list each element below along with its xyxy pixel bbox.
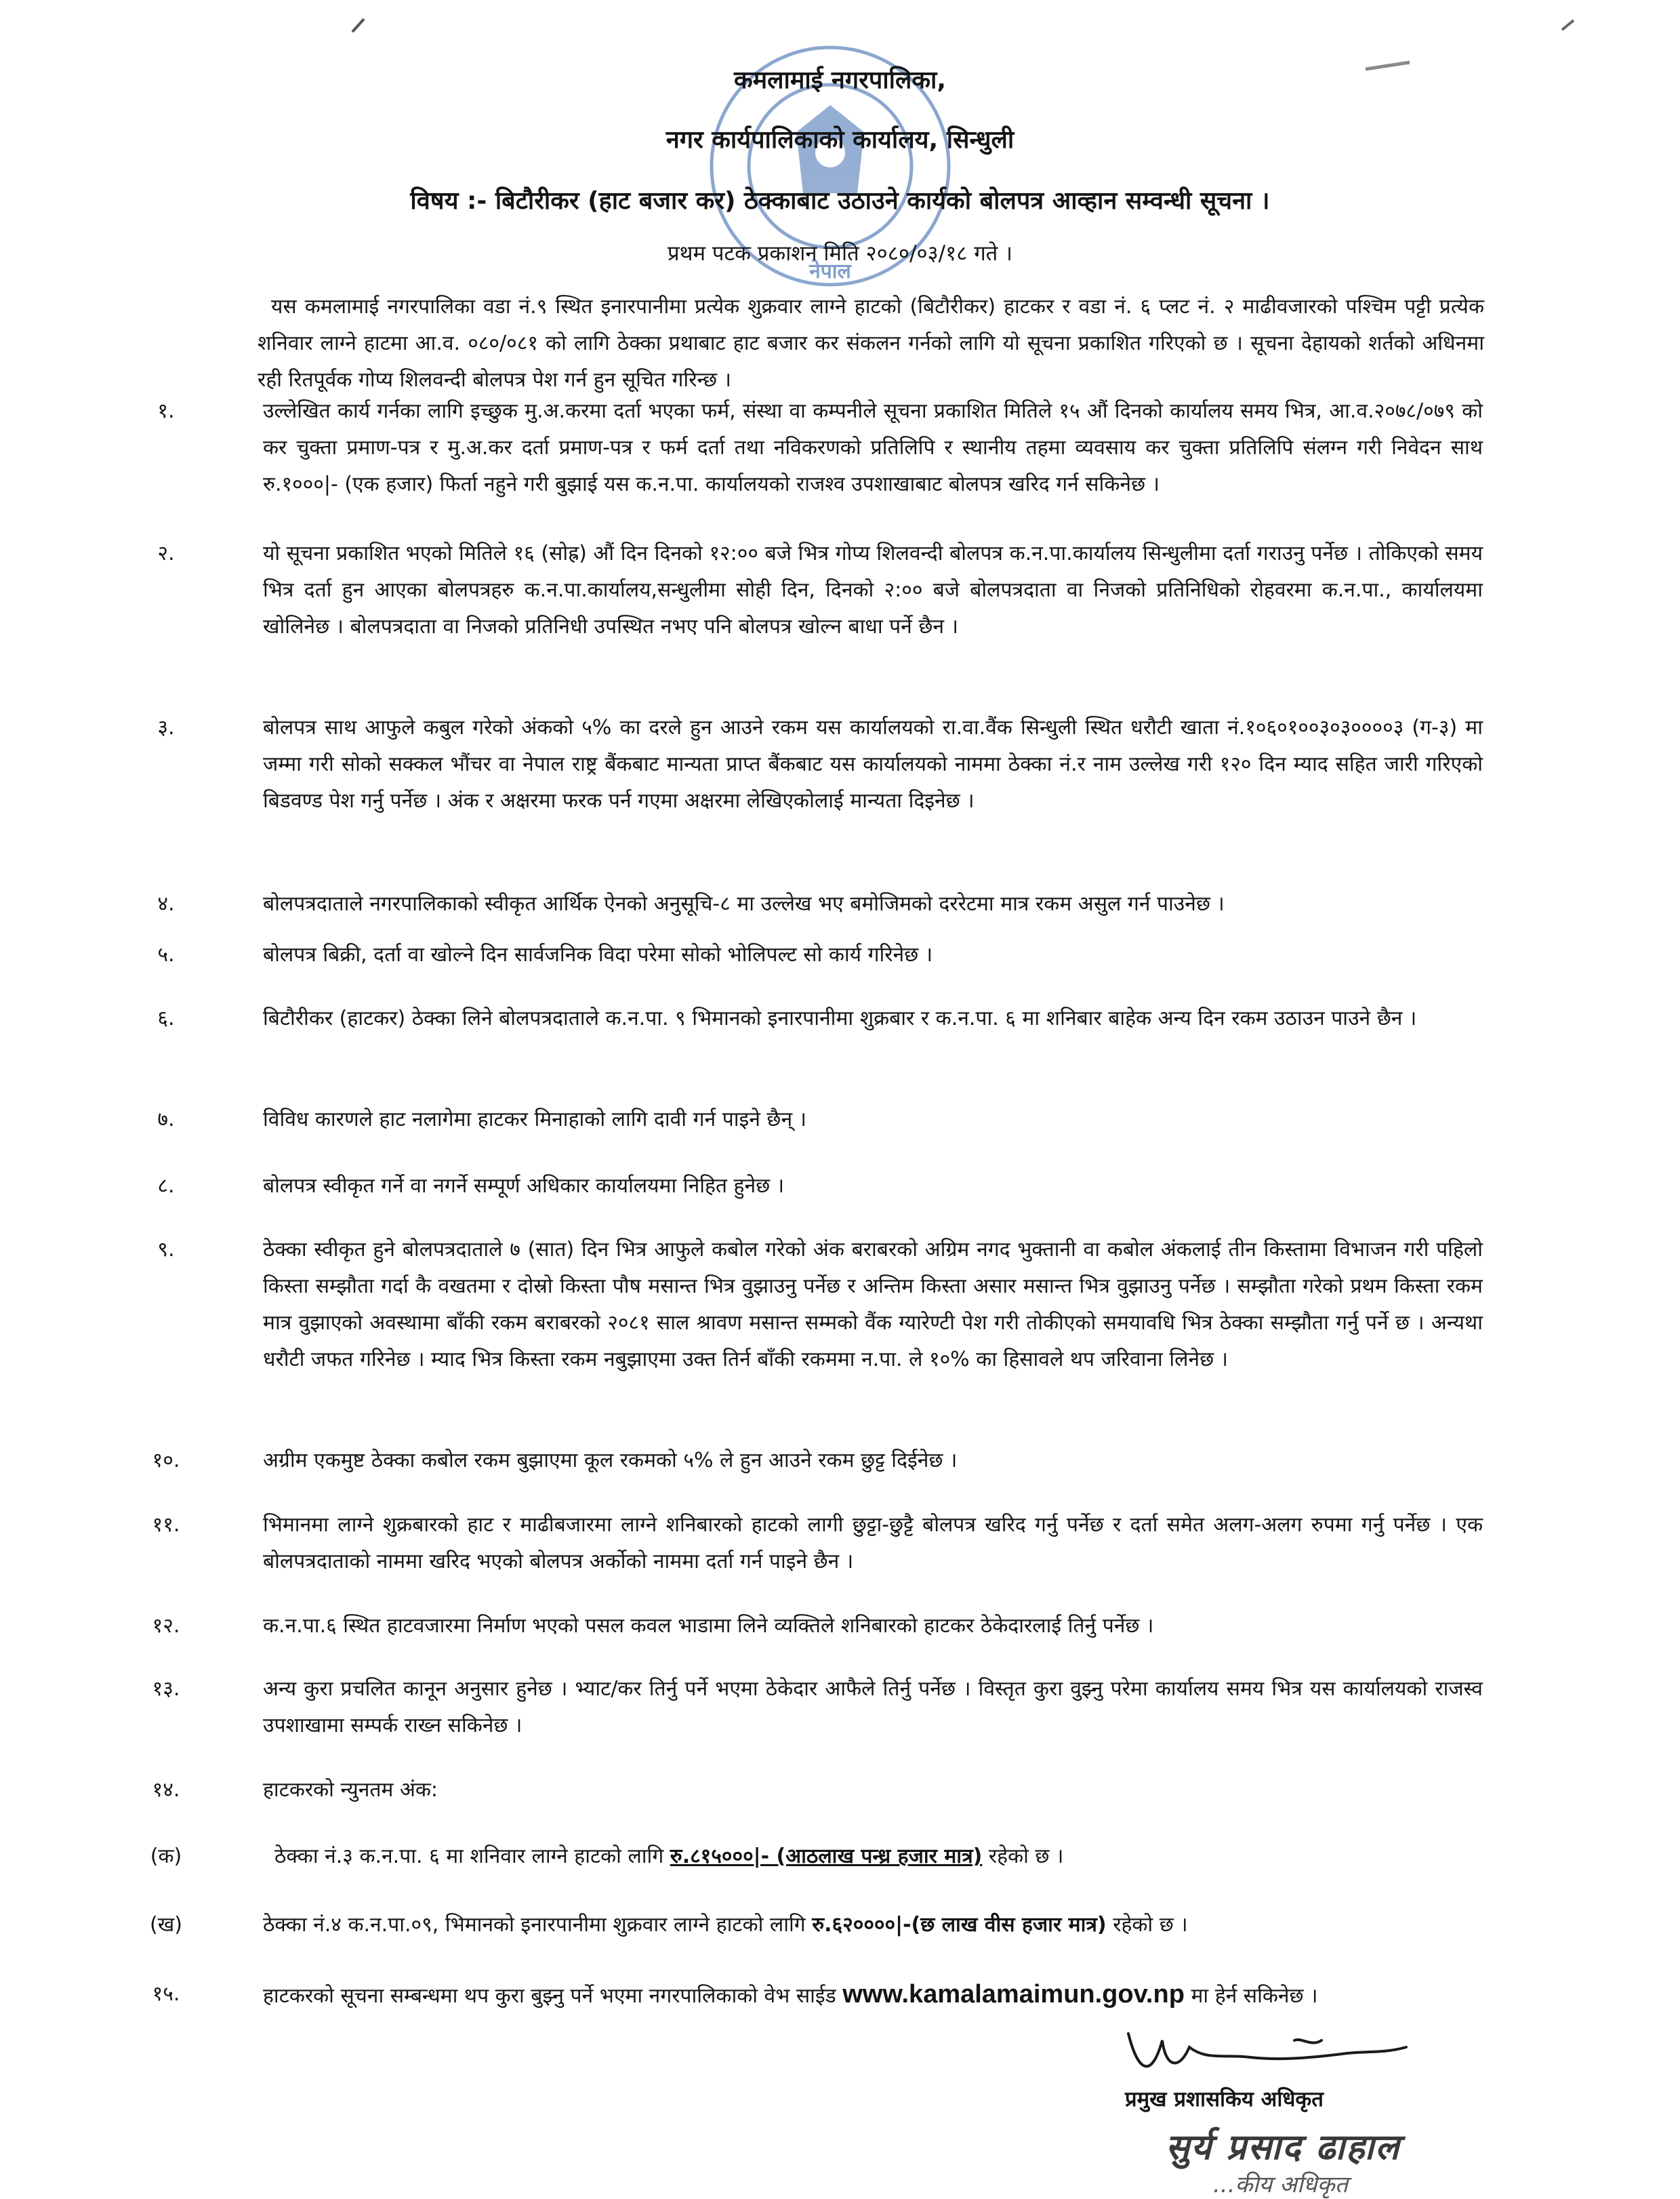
item-number: १३. [152,1677,180,1701]
sub-item-text [263,1907,1483,1943]
scan-mark [349,15,369,35]
item-number: १५. [152,1982,180,2006]
item15-text-after: मा हेर्न सकिनेछ । [1184,1984,1318,2008]
stamp-designation: ...कीय अधिकृत [1213,2171,1349,2198]
item-text: यो सूचना प्रकाशित भएको मितिले १६ (सोह्र) औं दिन दिनको १२:०० बजे भित्र गोप्य शिलवन्दी बोलपत्र क.न.पा.कार्यालय सिन्धुलीमा दर्ता गराउनु पर्नेछ । तोकिएको समय भित्र दर्ता हुन आएका बोलपत्रहरु क.न.पा.कार्यालय,सन्धुलीमा सोही दिन, दिनको २:०० बजे बोलपत्रदाता वा निजको प्रतिनिधिको रोहवरमा क.न.पा., कार्यालयमा खोलिनेछ । बोलपत्रदाता वा निजको प्रतिनिधी उपस्थित नभए पनि बोलपत्र खोल्न बाधा पर्ने छैन । [263,542,1483,639]
item-number: ४. [157,892,175,916]
scan-mark [1559,15,1579,35]
office-name: नगर कार्यपालिकाको कार्यालय, सिन्धुली [665,126,1015,154]
item-number: ५. [157,943,175,967]
sub-item-amount: रु.८१५०००|- (आठलाख पन्ध्र हजार मात्र) [670,1844,983,1868]
item-text: हाटकरको न्युनतम अंक: [263,1778,438,1802]
sub-item-number: (क) [150,1844,182,1868]
sub-item-text-before: ठेक्का नं.४ क.न.पा.०९, भिमानको इनारपानीमा शुक्रवार लाग्ने हाटको लागि [263,1913,813,1937]
website-link[interactable]: www.kamalamaimun.gov.np [842,1980,1185,2009]
item-text: उल्लेखित कार्य गर्नका लागि इच्छुक मु.अ.करमा दर्ता भएका फर्म, संस्था वा कम्पनीले सूचना प्रकाशित मितिले १५ औं दिनको कार्यालय समय भित्र, आ.व.२०७८/०७९ को कर चुक्ता प्रमाण-पत्र र मु.अ.कर दर्ता प्रमाण-पत्र र फर्म दर्ता तथा नविकरणको प्रतिलिपि र स्थानीय तहमा व्यवसाय कर चुक्ता प्रतिलिपि संलग्न गरी निवेदन साथ रु.१०००|- (एक हजार) फिर्ता नहुने गरी बुझाई यस क.न.पा. कार्यालयको राजश्व उपशाखाबाट बोलपत्र खरिद गर्न सकिनेछ । [263,399,1483,496]
item-text: बोलपत्र बिक्री, दर्ता वा खोल्ने दिन सार्वजनिक विदा परेमा सोको भोलिपल्ट सो कार्य गरिनेछ । [263,943,933,967]
item-number: २. [157,542,175,565]
item-text: बोलपत्र स्वीकृत गर्ने वा नगर्ने सम्पूर्ण अधिकार कार्यालयमा निहित हुनेछ । [263,1174,785,1198]
item15-text-before: हाटकरको सूचना सम्बन्धमा थप कुरा बुझ्नु पर्ने भएमा नगरपालिकाको वेभ साईड [263,1984,843,2008]
item-text: विविध कारणले हाट नलागेमा हाटकर मिनाहाको लागि दावी गर्न पाइने छैन् । [263,1108,807,1131]
item-number: १२. [152,1614,180,1638]
item-number: १४. [152,1778,180,1802]
stamp-name: सुर्य प्रसाद ढाहाल [1166,2127,1401,2168]
item-number: ३. [157,716,175,740]
item-text: भिमानमा लाग्ने शुक्रबारको हाट र माढीबजारमा लाग्ने शनिबारको हाटको लागी छुट्टा-छुट्टै बोलपत्र खरिद गर्नु पर्नेछ र दर्ता समेत अलग-अलग रुपमा गर्नु पर्नेछ । एक बोलपत्रदाताको नाममा खरिद भएको बोलपत्र अर्कोको नाममा दर्ता गर्न पाइने छैन । [263,1513,1483,1573]
item-text: ठेक्का स्वीकृत हुने बोलपत्रदाताले ७ (सात) दिन भित्र आफुले कबोल गरेको अंक बराबरको अग्रिम नगद भुक्तानी वा कबोल अंकलाई तीन किस्तामा विभाजन गरी पहिलो किस्ता सम्झौता गर्दा कै वखतमा र दोस्रो किस्ता पौष मसान्त भित्र वुझाउनु पर्नेछ र अन्तिम किस्ता असार मसान्त भित्र वुझाउनु पर्नेछ । सम्झौता गरेको प्रथम किस्ता रकम मात्र वुझाएको अवस्थामा बाँकी रकम बराबरको २०८१ साल श्रावण मसान्त सम्मको वैंक ग्यारेण्टी पेश गरी तोकीएको समयावधि भित्र ठेक्का सम्झौता गर्नु पर्ने छ । अन्यथा धरौटी जफत गरिनेछ । म्याद भित्र किस्ता रकम नबुझाएमा उक्त तिर्न बाँकी रकममा न.पा. ले १०% का हिसावले थप जरिवाना लिनेछ । [263,1238,1483,1371]
item-text: अन्य कुरा प्रचलित कानून अनुसार हुनेछ । भ्याट/कर तिर्नु पर्ने भएमा ठेकेदार आफैले तिर्नु पर्नेछ । विस्तृत कुरा वुझ्नु परेमा कार्यालय समय भित्र यस कार्यालयको राजस्व उपशाखामा सम्पर्क राख्न सकिनेछ । [263,1677,1483,1737]
sub-item-number: (ख) [150,1913,182,1937]
seal-bottom-text: नेपाल [809,260,851,283]
item-number: ६. [157,1007,175,1030]
item-text: बोलपत्र साथ आफुले कबुल गरेको अंकको ५% का दरले हुन आउने रकम यस कार्यालयको रा.वा.वैंक सिन्धुली स्थित धरौटी खाता नं.१०६०१००३०३००००३ (ग-३) मा जम्मा गरी सोको सक्कल भौंचर वा नेपाल राष्ट्र बैंकबाट मान्यता प्राप्त बैंकबाट यस कार्यालयको नाममा ठेक्का नं.र नाम उल्लेख गरी १२० दिन म्याद सहित जारी गरिएको बिडवण्ड पेश गर्नु पर्नेछ । अंक र अक्षरमा फरक पर्न गएमा अक्षरमा लेखिएकोलाई मान्यता दिइनेछ । [263,716,1483,813]
handwritten-signature [1125,2020,1416,2081]
item-number: ८. [157,1174,175,1198]
item-number: १. [157,399,175,423]
municipality-name: कमलामाई नगरपालिका, [733,66,947,94]
intro-paragraph: यस कमलामाई नगरपालिका वडा नं.९ स्थित इनारपानीमा प्रत्येक शुक्रवार लाग्ने हाटको (बिटौरीकर) हाटकर र वडा नं. ६ प्लट नं. २ माढीवजारको पश्चिम पट्टी प्रत्येक शनिवार लाग्ने हाटमा आ.व. ०८०/०८१ को लागि ठेक्का प्रथाबाट हाट बजार कर संकलन गर्नको लागि यो सूचना प्रकाशित गरिएको छ । सूचना देहायको शर्तको अधिनमा रही रितपूर्वक गोप्य शिलवन्दी बोलपत्र पेश गर्न हुन सूचित गरिन्छ । [258,295,1484,392]
sub-item-amount: रु.६२००००|-(छ लाख वीस हजार मात्र) [812,1913,1107,1937]
name-stamp [1166,2122,1450,2198]
item-text [263,1976,1483,2015]
item-number: ७. [157,1108,175,1131]
item-text: बोलपत्रदाताले नगरपालिकाको स्वीकृत आर्थिक ऐनको अनुसूचि-८ मा उल्लेख भए बमोजिमको दररेटमा मात्र रकम असुल गर्न पाउनेछ । [263,892,1225,916]
sub-item-text-after: रहेको छ । [982,1844,1064,1868]
item-number: १०. [152,1449,180,1472]
notice-subject: विषय :- बिटौरीकर (हाट बजार कर) ठेक्काबाट उठाउने कार्यको बोलपत्र आव्हान सम्वन्धी सूचना । [410,187,1270,215]
item-text: बिटौरीकर (हाटकर) ठेक्का लिने बोलपत्रदाताले क.न.पा. ९ भिमानको इनारपानीमा शुक्रबार र क.न.पा. ६ मा शनिबार बाहेक अन्य दिन रकम उठाउन पाउने छैन । [263,1007,1417,1030]
item-number: ११. [152,1513,180,1537]
item-text: क.न.पा.६ स्थित हाटवजारमा निर्माण भएको पसल कवल भाडामा लिने व्यक्तिले शनिबारको हाटकर ठेकेदारलाई तिर्नु पर्नेछ । [263,1614,1154,1638]
item-text: अग्रीम एकमुष्ट ठेक्का कबोल रकम बुझाएमा कूल रकमको ५% ले हुन आउने रकम छुट्ट दिईनेछ । [263,1449,958,1472]
item-number: ९. [157,1238,175,1262]
sub-item-text [274,1838,1494,1875]
scan-mark [1362,56,1416,76]
signatory-title: प्रमुख प्रशासकिय अधिकृत [1125,2087,1324,2112]
sub-item-text-after: रहेको छ । [1106,1913,1188,1937]
publish-date: प्रथम पटक प्रकाशन मिति २०८०/०३/१८ गते । [668,241,1012,266]
sub-item-text-before: ठेक्का नं.३ क.न.पा. ६ मा शनिवार लाग्ने हाटको लागि [274,1844,670,1868]
